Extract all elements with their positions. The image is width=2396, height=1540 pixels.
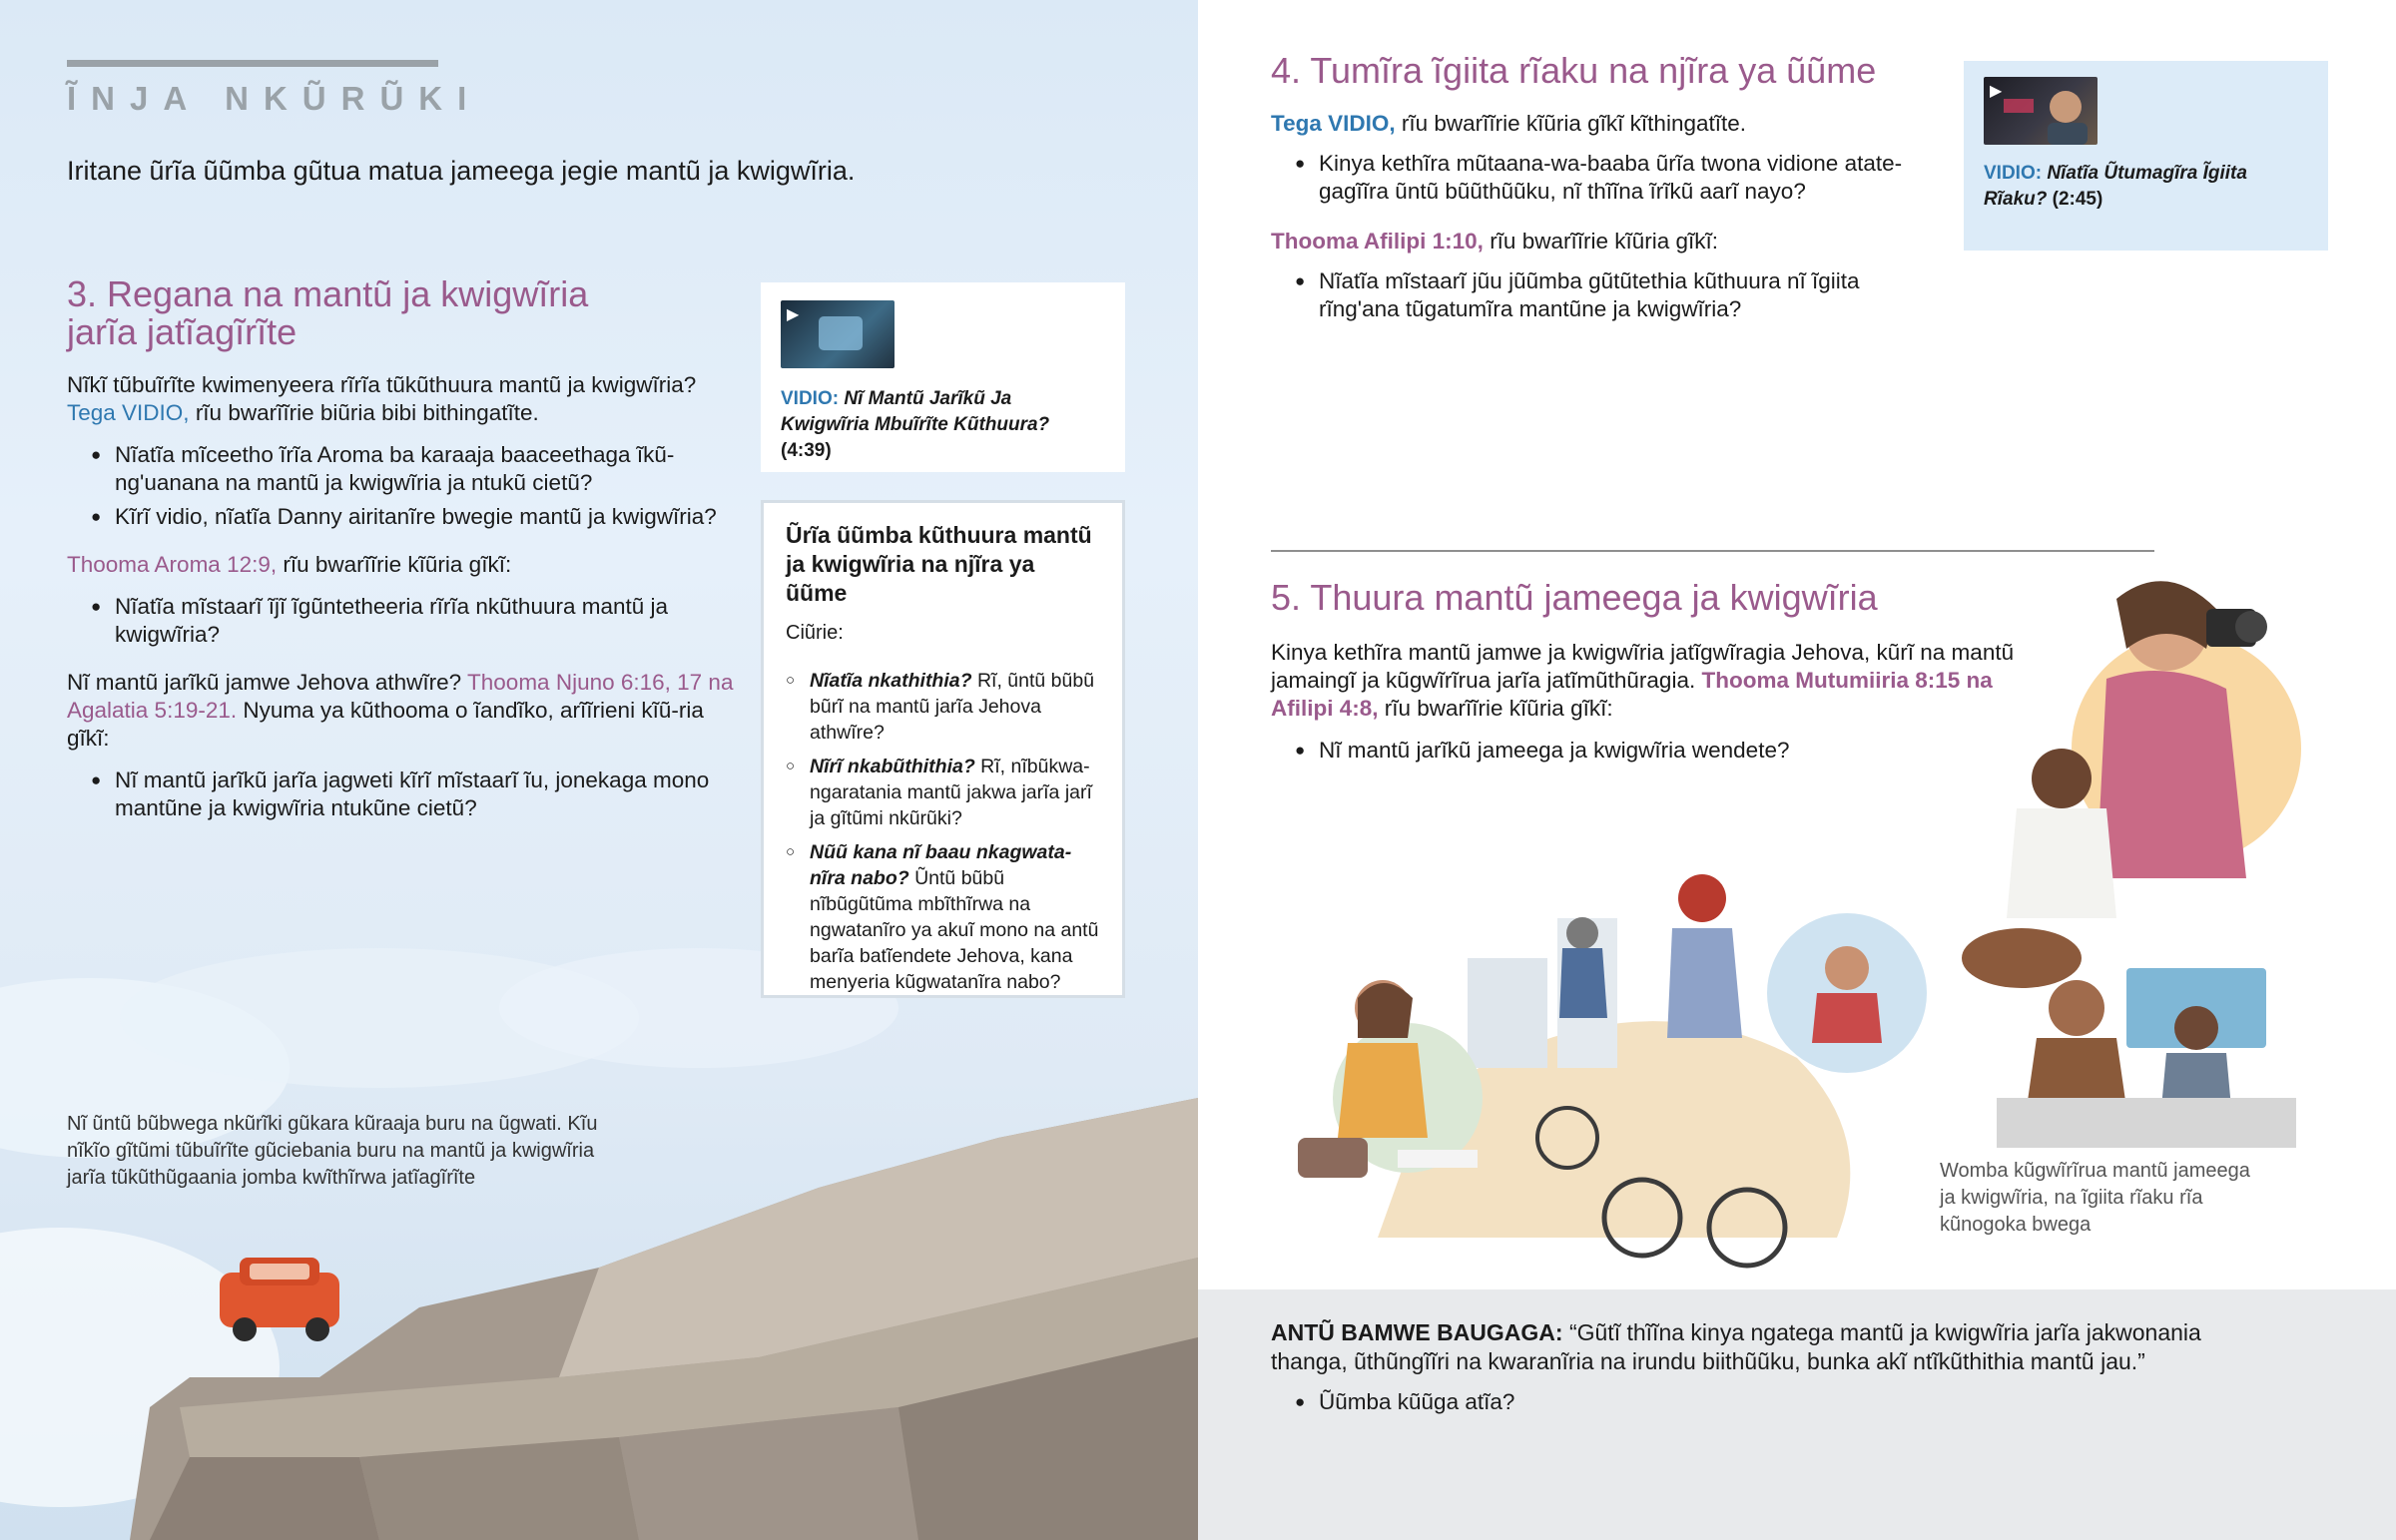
list-item: ● Nĩatĩa mĩstaarĩ jũu jũũmba gũtũtethia kũthuura nĩ ĩgiita rĩng'ana tũgatumĩra mantũne ja kwigwĩria? (1271, 267, 1910, 323)
scripture-link-mutumiiria[interactable]: Thooma Mutumiiria 8:15 na Afilipi 4:8, (1271, 668, 1993, 721)
video-thumbnail[interactable] (1984, 77, 2097, 145)
section-4-title: 4. Tumĩra ĩgiita rĩaku na njĩra ya ũũme (1271, 50, 1877, 91)
callout (1271, 1318, 2279, 1422)
tega-vidio-rest: rĩu bwarĩĩrie kĩũria gĩkĩ kĩthingatĩte. (1395, 111, 1747, 136)
bullet-list-2 (67, 593, 746, 649)
bullet-list-7 (1271, 1388, 2279, 1416)
thooma-aroma-rest: rĩu bwarĩĩrie kĩũria gĩkĩ: (277, 552, 512, 577)
tips-box-title: Ũrĩa ũũmba kũthuura mantũ ja kwigwĩria na njĩra ya ũũme (786, 522, 1092, 606)
list-item: ● Kinya kethĩra mũtaana-wa-baaba ũrĩa twona vidione atate-gagĩĩra ũntũ bũũthũũku, nĩ thĩĩna ĩrĩkũ aarĩ nayo? (1271, 150, 1910, 206)
scripture-link-afilipi[interactable]: Thooma Afilipi 1:10, (1271, 229, 1484, 254)
thooma-afilipi-line (1271, 228, 1970, 256)
section-5-text-start: Kinya kethĩra mantũ jamwe ja kwigwĩria jatĩgwĩragia Jehova, kũrĩ na mantũ jamaingĩ ja kũgwĩrĩrua jarĩa jatĩmũthũragia. (1271, 640, 2015, 693)
person-icon (1984, 77, 2097, 145)
list-item (786, 839, 1100, 995)
video-2-tag: VIDIO: (1984, 163, 2043, 184)
section-3-title-line2: jarĩa jatĩagĩrĩte (67, 311, 298, 352)
video-2-title: Nĩatĩa Ũtumagĩra Ĩgiita Rĩaku? (1984, 163, 2247, 210)
section-4 (1271, 52, 1970, 329)
list-item: ● Nĩ mantũ jarĩkũ jarĩa jagweti kĩrĩ mĩstaarĩ ĩu, jonekaga mono mantũne ja kwigwĩria ntukũne cietũ? (67, 767, 746, 822)
intro-text: Iritane ũrĩa ũũmba gũtua matua jameega jegie mantũ ja kwigwĩria. (67, 156, 856, 186)
section-header: ĨNJA NKŨRŨKI (67, 80, 482, 117)
tip-question: Nĩatĩa nkathithia? (810, 670, 972, 692)
video-box-1[interactable] (761, 282, 1125, 472)
section-3-title (67, 275, 746, 351)
scripture-link-njuno[interactable]: Thooma Njuno 6:16, 17 na Agalatia 5:19-21. (67, 670, 734, 723)
bullet-list-4 (1271, 150, 1910, 206)
question-2 (67, 669, 736, 753)
question-1-text: Nĩkĩ tũbuĩrĩte kwimenyeera rĩrĩa tũkũthuura mantũ ja kwigwĩria? (67, 372, 697, 397)
tips-box (761, 500, 1125, 998)
section-header-bar (67, 60, 438, 67)
video-1-tag: VIDIO: (781, 388, 840, 409)
list-item: ● Nĩ mantũ jarĩkũ jameega ja kwigwĩria wendete? (1271, 737, 2040, 765)
tip-answer: Rĩ, nĩbũkwa-ngaratania mantũ jakwa jarĩa jarĩ ja gĩtũmi nkũrũki? (810, 756, 1092, 829)
video-1-duration: (4:39) (781, 440, 832, 461)
question-2-rest: Nyuma ya kũthooma o ĩandĩko, arĩĩrieni kĩũ-ria gĩkĩ: (67, 698, 704, 751)
callout-text (1271, 1318, 2279, 1376)
tips-list (786, 668, 1100, 995)
video-1-title: Nĩ Mantũ Jarĩkũ Ja Kwigwĩria Mbuĩrĩte Kũthuura? (781, 388, 1050, 435)
bullet-list-5 (1271, 267, 1910, 323)
right-page (1198, 0, 2396, 1540)
video-2-label (1984, 161, 2308, 213)
bullet-list-1 (67, 441, 746, 531)
play-icon: ▶ (1990, 83, 2003, 100)
list-item: ● Nĩatĩa mĩstaarĩ ĩjĩ ĩgũntetheeria rĩrĩa nkũthuura mantũ ja kwigwĩria? (67, 593, 746, 649)
tega-vidio-rest: rĩu bwarĩĩrie biũria bibi bithingatĩte. (189, 400, 539, 425)
section-3 (67, 275, 746, 828)
tip-answer: Rĩ, ũntũ bũbũ bũrĩ na mantũ jarĩa Jehova athwĩre? (810, 670, 1095, 744)
tip-question: Nĩrĩ nkabũthithia? (810, 756, 975, 777)
car-icon (220, 1258, 339, 1341)
illustration-caption-left: Nĩ ũntũ bũbwega nkũrĩki gũkara kũraaja buru na ũgwati. Kĩu nĩkĩo gĩtũmi tũbuĩrĩte gũciebania buru na mantũ ja kwigwĩria jarĩa tũkũthũgaania jomba kwĩthĩrwa jatĩagĩrĩte (67, 1113, 598, 1189)
list-item: ● Nĩatĩa mĩceetho ĩrĩa Aroma ba karaaja baaceethaga ĩkũ-ng'uanana na mantũ ja kwigwĩria ja ntukũ cietũ? (67, 441, 746, 497)
list-item: ● Kĩrĩ vidio, nĩatĩa Danny airitanĩre bwegie mantũ ja kwigwĩria? (67, 503, 746, 531)
tip-answer: Ũntũ bũbũ nĩbũgũtũma mbĩthĩrwa na ngwatanĩro ya akuĩ mono na antũ barĩa batĩendete Jehova, kana menyeria kũgwatanĩra nabo? (810, 867, 1099, 993)
thooma-afilipi-rest: rĩu bwarĩĩrie kĩũria gĩkĩ: (1483, 229, 1719, 254)
section-4-tega-line (1271, 110, 1970, 138)
gaming-figures (1997, 968, 2296, 1148)
thooma-aroma-line (67, 551, 746, 579)
section-3-title-line1: 3. Regana na mantũ ja kwigwĩria (67, 273, 589, 314)
phone-icon (781, 300, 895, 368)
tips-box-intro: Ciũrie: (786, 622, 844, 644)
illustration-caption-right: Womba kũgwĩrĩrua mantũ jameega ja kwigwĩria, na ĩgiita rĩaku rĩa kũnogoka bwega (1940, 1160, 2250, 1236)
tega-vidio-link[interactable]: Tega VIDIO, (67, 400, 190, 425)
list-item (786, 668, 1100, 746)
tega-vidio-link[interactable]: Tega VIDIO, (1271, 111, 1396, 136)
play-icon: ▶ (787, 306, 800, 323)
tip-question: Nũũ kana nĩ baau nkagwata-nĩra nabo? (810, 841, 1072, 889)
section-3-question-1 (67, 371, 746, 427)
bullet-list-3 (67, 767, 746, 822)
question-2-start: Nĩ mantũ jarĩkũ jamwe Jehova athwĩre? (67, 670, 468, 695)
list-item (786, 754, 1100, 831)
scripture-link-aroma[interactable]: Thooma Aroma 12:9, (67, 552, 278, 577)
callout-lead: ANTŨ BAMWE BAUGAGA: (1271, 1319, 1563, 1345)
video-1-label (781, 386, 1105, 464)
section-5-text-rest: rĩu bwarĩĩrie kĩũria gĩkĩ: (1378, 696, 1613, 721)
list-item: ● Ũũmba kũũga atĩa? (1271, 1388, 2279, 1416)
section-5-title: 5. Thuura mantũ jameega ja kwigwĩria (1271, 577, 1878, 618)
video-thumbnail[interactable] (781, 300, 895, 368)
video-box-2[interactable] (1964, 61, 2328, 251)
callout-body: “Gũtĩ thĩĩna kinya ngatega mantũ ja kwigwĩria jarĩa jakwonania thanga, ũthũngĩĩri na kwaranĩria na irundu biithũũku, bunka akĩ ntĩkũthithia mantũ jau.” (1271, 1319, 2201, 1374)
video-2-duration: (2:45) (2047, 189, 2103, 210)
